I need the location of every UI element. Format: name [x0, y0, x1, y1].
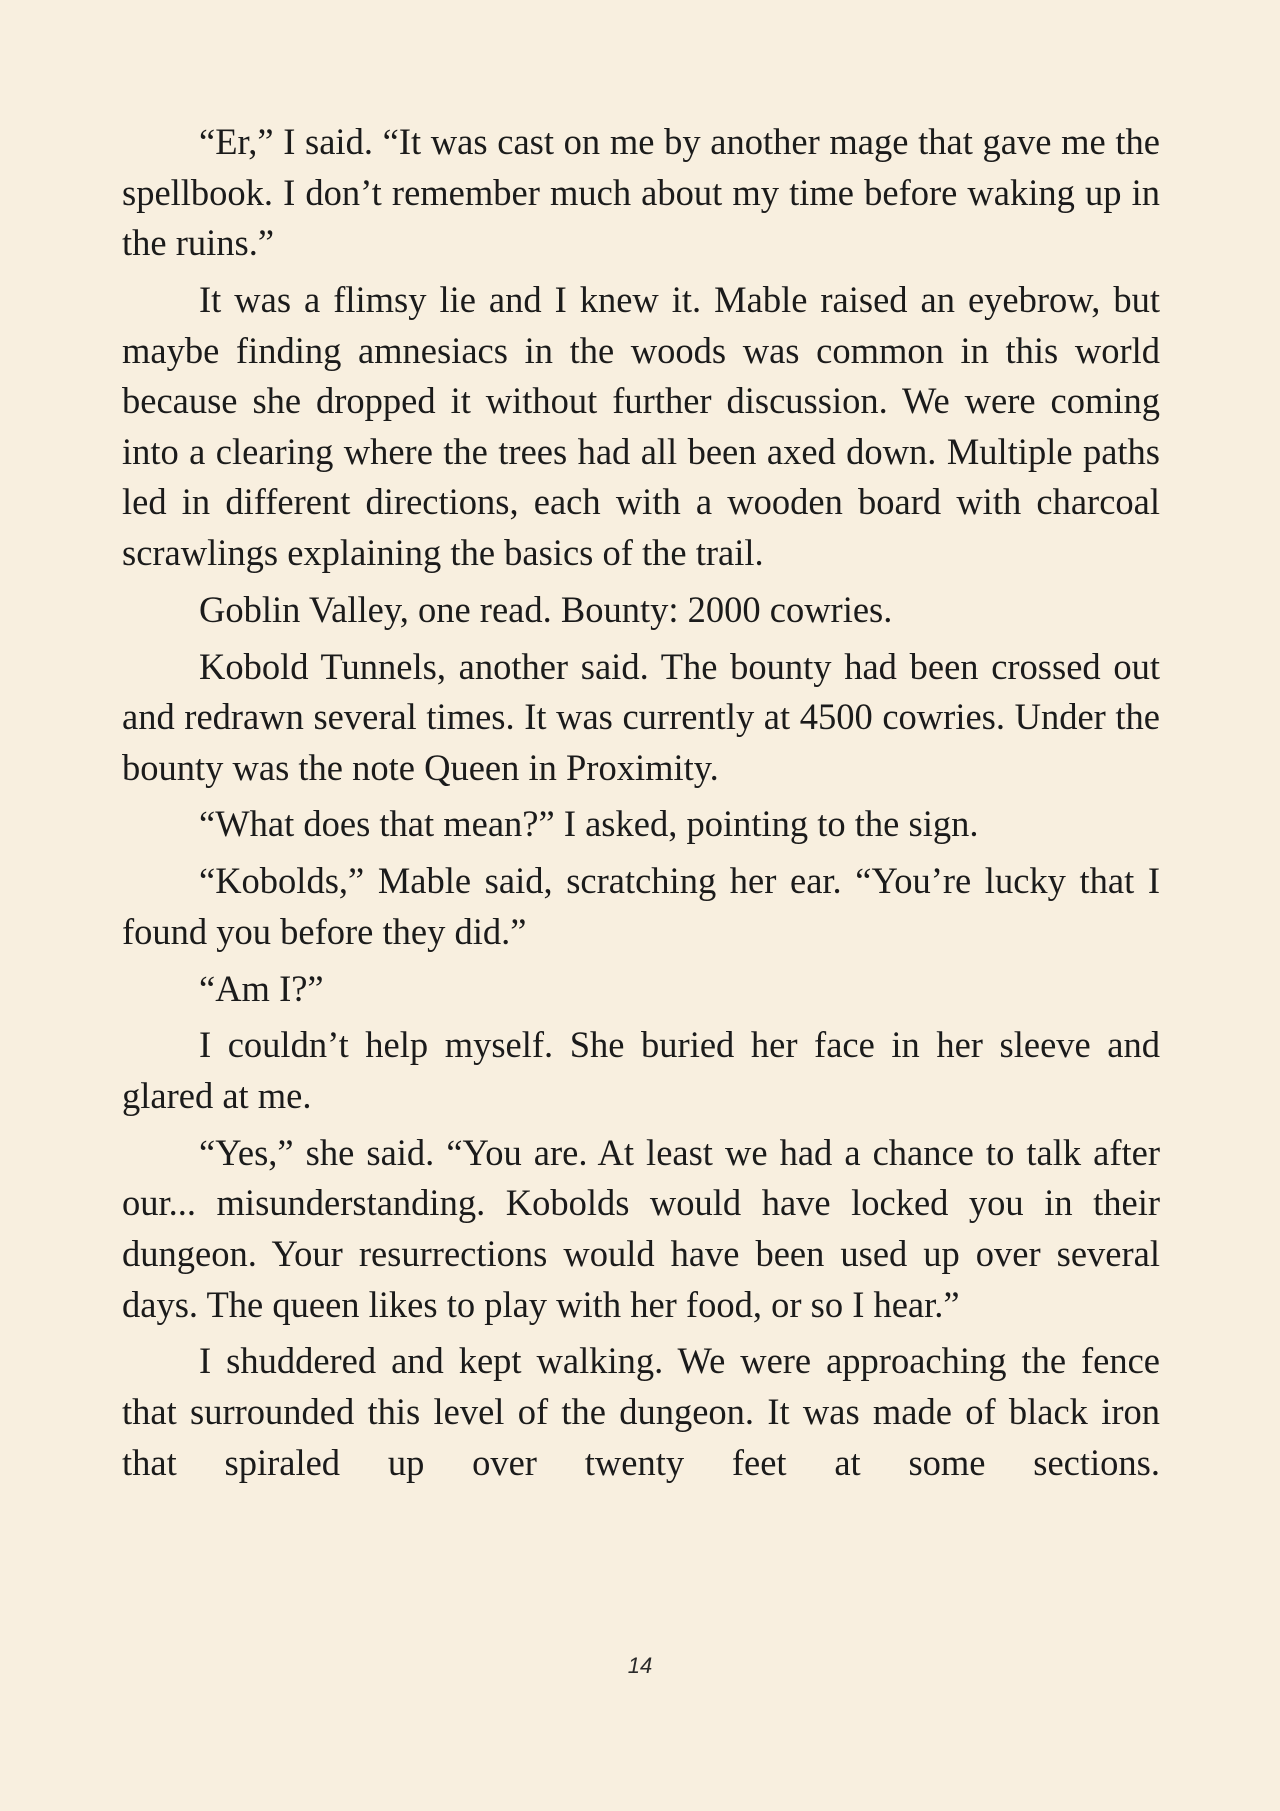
paragraph: “Yes,” she said. “You are. At least we had a chance to talk after our... misunderstanding. Kobolds would have locked you in their dungeon. Your resurrections would have been used up over several days. The queen likes to play with her food, or so I hear.” [122, 1131, 1160, 1325]
paragraph: I couldn’t help myself. She buried her face in her sleeve and glared at me. [122, 1024, 1160, 1116]
paragraph: It was a flimsy lie and I knew it. Mable raised an eyebrow, but maybe finding amnesiacs in the woods was common in this world because she dropped it without further discussion. We were coming into a clearing where the trees had all been axed down. Multiple paths led in different directions, each with a wooden board with charcoal scrawlings explaining the basics of the trail. [122, 278, 1160, 573]
paragraph: “Kobolds,” Mable said, scratching her ear. “You’re lucky that I found you before they did.” [122, 860, 1160, 952]
paragraph: Goblin Valley, one read. Bounty: 2000 cowries. [199, 588, 893, 630]
paragraph: Kobold Tunnels, another said. The bounty had been crossed out and redrawn several times. It was currently at 4500 cowries. Under the bounty was the note Queen in Proximity. [122, 645, 1160, 788]
paragraph: “Er,” I said. “It was cast on me by another mage that gave me the spellbook. I don’t remember much about my time before waking up in the ruins.” [122, 121, 1160, 264]
page-number: 14 [627, 1653, 653, 1678]
paragraph: “What does that mean?” I asked, pointing to the sign. [199, 803, 979, 845]
paragraph: I shuddered and kept walking. We were approaching the fence that surrounded this level of the dungeon. It was made of black iron that spiraled up over twenty feet at some sections. [122, 1340, 1160, 1483]
paragraph: “Am I?” [199, 967, 324, 1009]
page-body [122, 117, 1160, 1494]
